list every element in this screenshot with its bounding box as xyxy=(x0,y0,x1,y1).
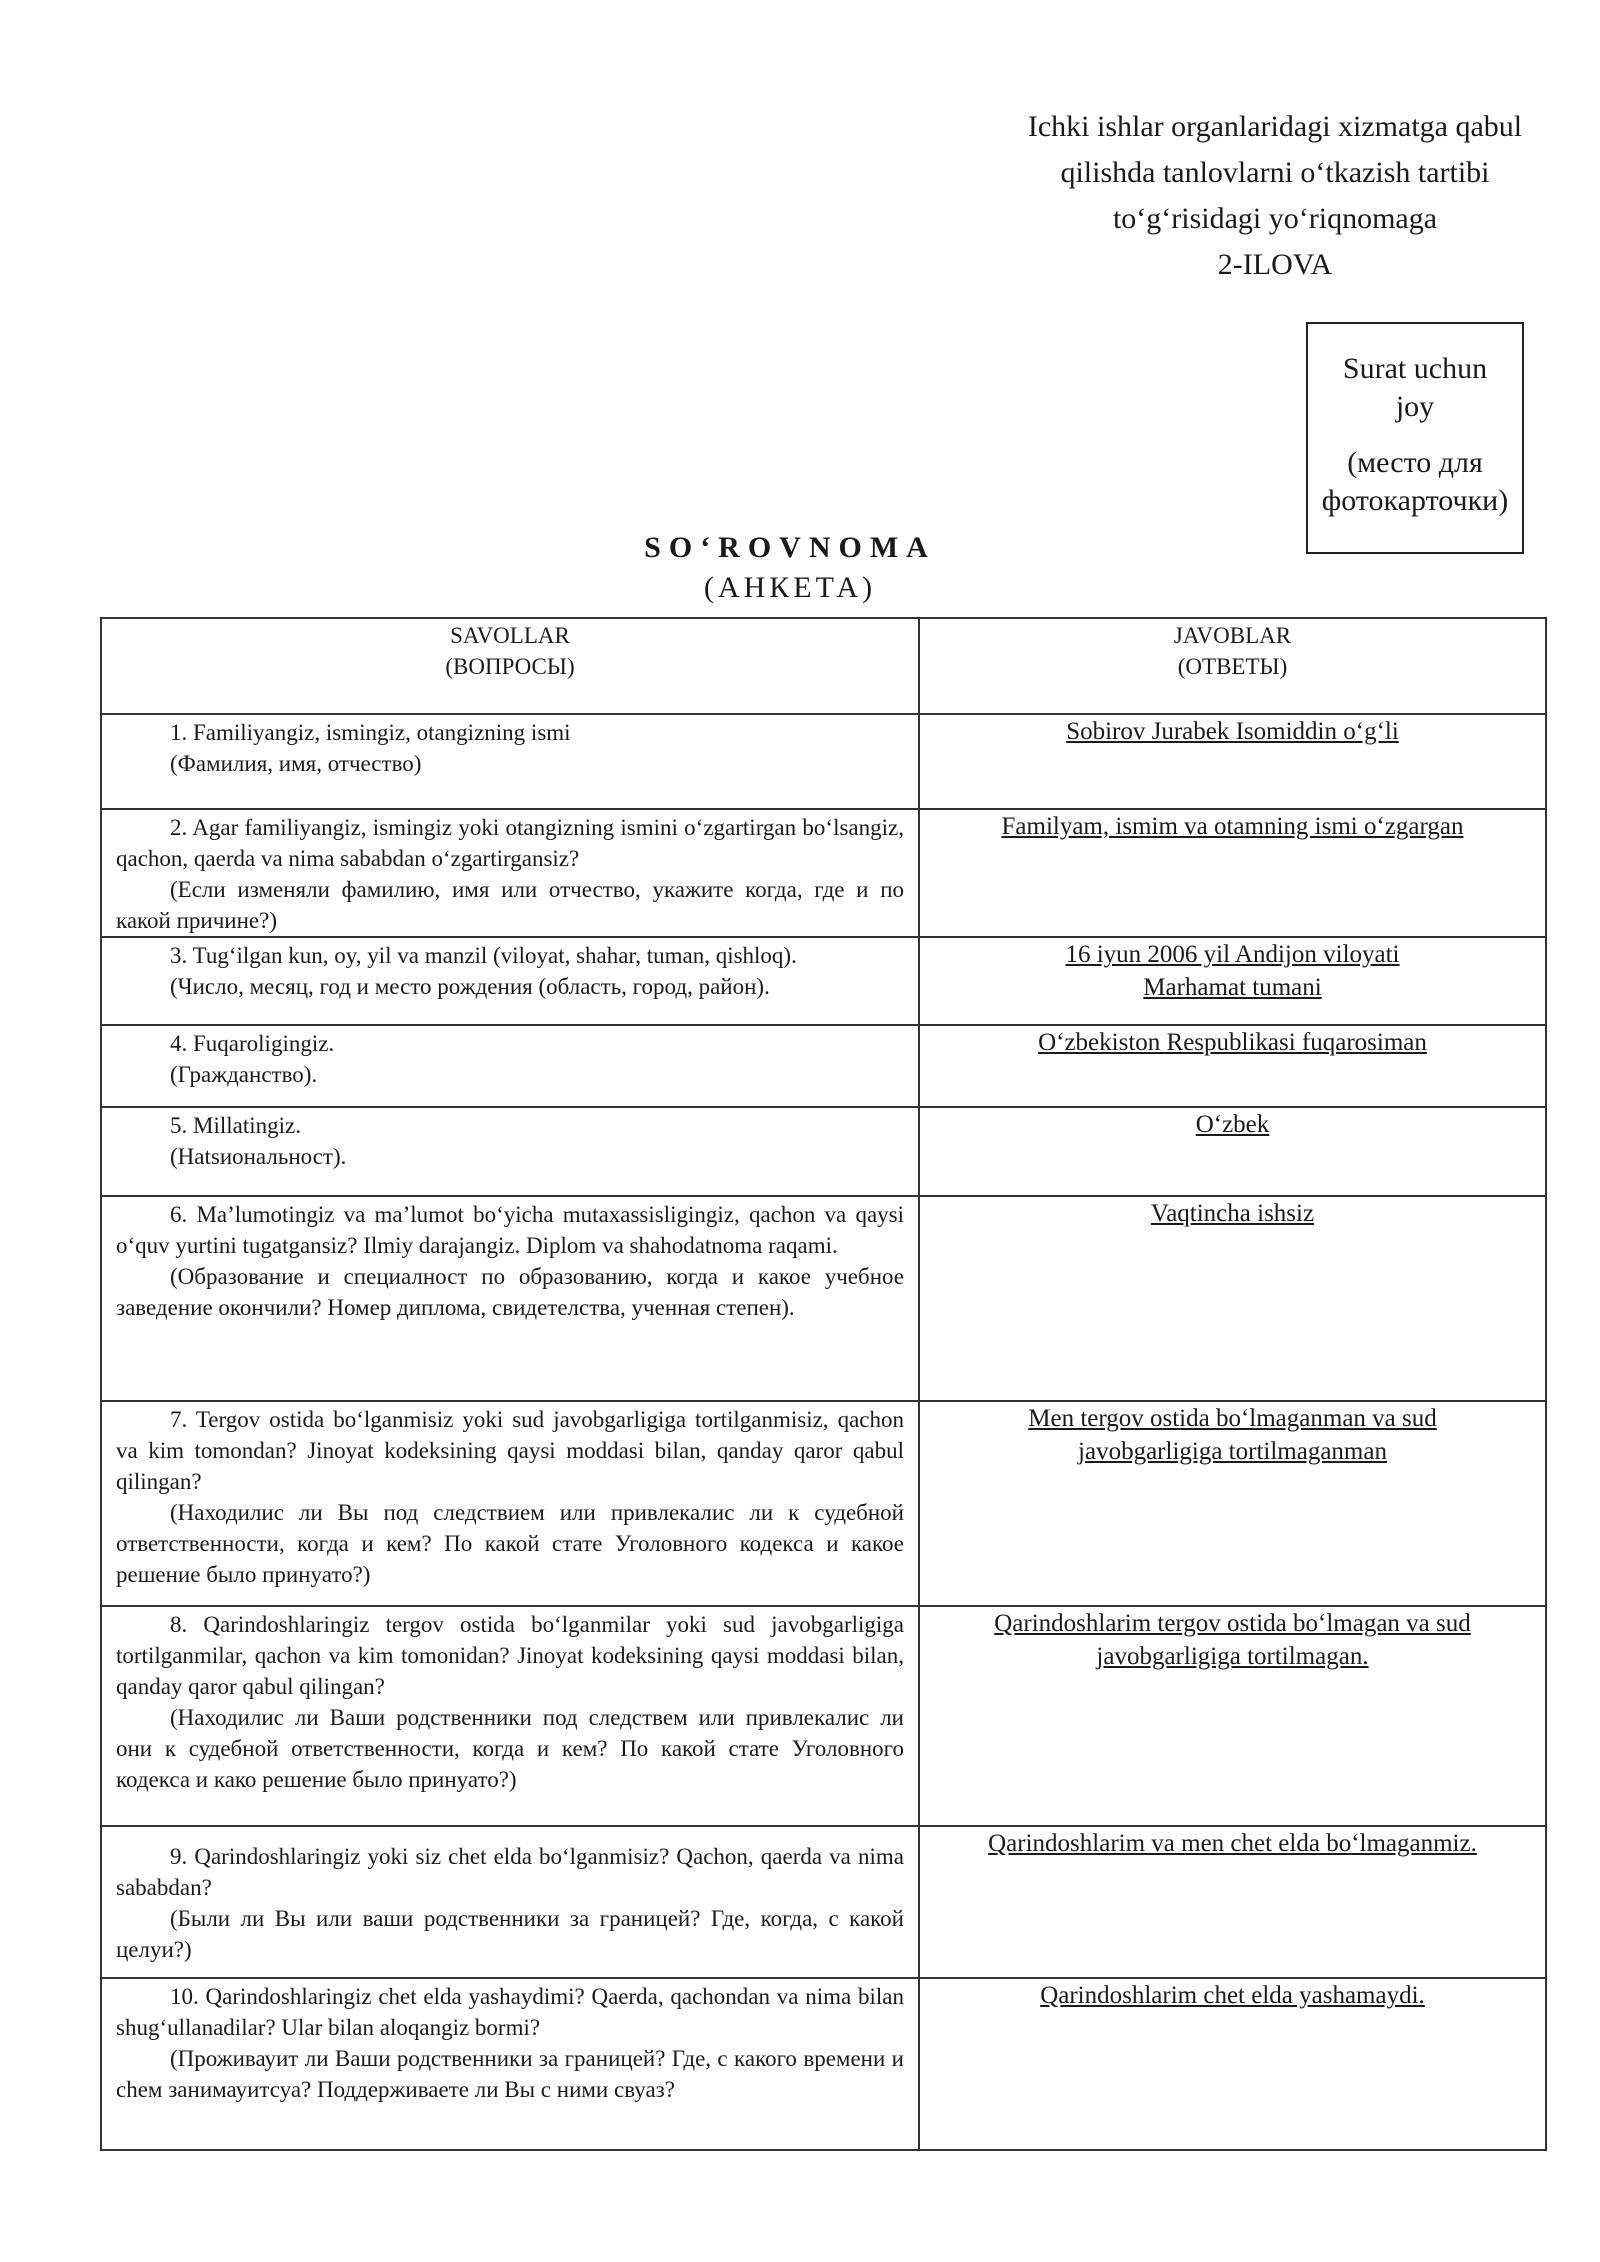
question-text: 4. Fuqaroligingiz. xyxy=(170,1031,335,1056)
question-cell xyxy=(101,1196,919,1401)
title-sub: (АНКЕТА) xyxy=(703,571,877,604)
question-text-ru: (Были ли Вы или ваши родственники за границей? Где, когда, с какой целуи?) xyxy=(116,1906,904,1962)
question-cell xyxy=(101,937,919,1025)
question-text: 2. Agar familiyangiz, ismingiz yoki otangizning ismini o‘zgartirgan bo‘lsangiz, qachon, qaerda va nima sababdan o‘zgartirgansiz? xyxy=(116,815,904,871)
question-text: 7. Tergov ostida bo‘lganmisiz yoki sud javobgarligiga tortilganmisiz, qachon va kim tomondan? Jinoyat kodeksining qaysi moddasi bilan, qanday qaror qabul qilingan? xyxy=(116,1407,904,1494)
answers-header xyxy=(919,618,1546,714)
photo-box-text: Surat uchun xyxy=(1342,352,1488,385)
question-text: 1. Familiyangiz, ismingiz, otangizning ismi xyxy=(170,720,571,745)
question-text: 3. Tug‘ilgan kun, oy, yil va manzil (viloyat, shahar, tuman, qishloq). xyxy=(170,943,797,968)
table-row xyxy=(101,1978,1546,2150)
question-cell xyxy=(101,1606,919,1826)
header-note-line: qilishda tanlovlarni o‘tkazish tartibi xyxy=(1060,156,1490,189)
answer-cell xyxy=(919,714,1546,809)
answer-text: Vaqtincha ishsiz xyxy=(1150,1200,1315,1227)
table-row xyxy=(101,1196,1546,1401)
answer-text: javobgarligiga tortilmaganman xyxy=(1078,1438,1387,1465)
answer-cell xyxy=(919,809,1546,937)
table-row xyxy=(101,714,1546,809)
table-header-row xyxy=(101,618,1546,714)
answer-text: Marhamat tumani xyxy=(1143,974,1322,1001)
answer-text: O‘zbek xyxy=(1195,1111,1270,1138)
answer-text: Qarindoshlarim chet elda yashamaydi. xyxy=(1040,1982,1425,2009)
answer-text: Qarindoshlarim va men chet elda bo‘lmaganmiz. xyxy=(988,1830,1477,1857)
answer-text: javobgarligiga tortilmagan. xyxy=(1096,1643,1369,1670)
questions-header xyxy=(101,618,919,714)
question-text-ru: (Наtsиональност). xyxy=(170,1144,347,1169)
answer-text: Qarindoshlarim tergov ostida bo‘lmagan va sud xyxy=(994,1610,1471,1637)
header-note-line: Ichki ishlar organlaridagi xizmatga qabul xyxy=(1027,110,1523,143)
answer-text: O‘zbekiston Respublikasi fuqarosiman xyxy=(1038,1029,1427,1056)
answer-cell xyxy=(919,1826,1546,1978)
answer-cell xyxy=(919,937,1546,1025)
answer-text: Familyam, ismim va otamning ismi o‘zgargan xyxy=(1001,813,1464,840)
question-text-ru: (Находилис ли Ваши родственники под следствем или привлекалис ли они к судебной ответственности, когда и кем? По какой стате Уголовного кодекса и како решение было принуато?) xyxy=(116,1705,904,1792)
table-row xyxy=(101,1401,1546,1606)
answer-text: Sobirov Jurabek Isomiddin o‘g‘li xyxy=(1066,718,1399,745)
answer-text: 16 iyun 2006 yil Andijon viloyati xyxy=(1065,941,1400,968)
answer-cell xyxy=(919,1401,1546,1606)
table-row xyxy=(101,1606,1546,1826)
question-text-ru: (Находилис ли Вы под следствием или привлекалис ли к судебной ответственности, когда и кем? По какой стате Уголовного кодекса и какое решение было принуато?) xyxy=(116,1500,904,1587)
title-main: SO‘ROVNOMA xyxy=(644,531,936,564)
appendix-number: 2-ILOVA xyxy=(1217,248,1333,281)
question-text-ru: (Гражданство). xyxy=(170,1062,318,1087)
question-text-ru: (Образование и специалност по образованию, когда и какое учебное заведение окончили? Номер диплома, свидетелства, ученная степен). xyxy=(116,1264,904,1320)
question-text-ru: (Если изменяли фамилию, имя или отчество, укажите когда, где и по какой причине?) xyxy=(116,877,904,933)
document-title xyxy=(400,528,1180,608)
photo-placeholder-box xyxy=(1306,322,1524,554)
questions-header-label: SAVOLLAR xyxy=(450,623,570,648)
question-cell xyxy=(101,1826,919,1978)
question-text: 6. Ma’lumotingiz va ma’lumot bo‘yicha mutaxassisligingiz, qachon va qaysi o‘quv yurtini tugatgansiz? Ilmiy darajangiz. Diplom va shahodatnoma raqami. xyxy=(116,1202,904,1258)
answer-cell xyxy=(919,1606,1546,1826)
table-row xyxy=(101,1025,1546,1107)
questionnaire-table xyxy=(100,617,1547,2151)
answer-cell xyxy=(919,1025,1546,1107)
answers-header-label-ru: (ОТВЕТЫ) xyxy=(1177,654,1288,679)
header-note-line: to‘g‘risidagi yo‘riqnomaga xyxy=(1112,202,1438,235)
photo-box-text: фотокарточки) xyxy=(1321,484,1509,517)
question-cell xyxy=(101,809,919,937)
question-text: 5. Millatingiz. xyxy=(170,1113,301,1138)
photo-box-text: joy xyxy=(1395,390,1435,423)
questions-header-label-ru: (ВОПРОСЫ) xyxy=(445,654,575,679)
question-cell xyxy=(101,714,919,809)
question-cell xyxy=(101,1401,919,1606)
question-text: 9. Qarindoshlaringiz yoki siz chet elda bo‘lganmisiz? Qachon, qaerda va nima sababdan? xyxy=(116,1844,904,1900)
answer-cell xyxy=(919,1196,1546,1401)
header-note xyxy=(985,104,1565,288)
answer-cell xyxy=(919,1978,1546,2150)
question-cell xyxy=(101,1025,919,1107)
photo-box-text: (место для xyxy=(1347,446,1483,479)
question-text-ru: (Проживауит ли Ваши родственники за границей? Где, с какого времени и сhем занимауитсуа? Поддерживаете ли Вы с ними свуаз? xyxy=(116,2046,904,2102)
answer-text: Men tergov ostida bo‘lmaganman va sud xyxy=(1028,1405,1437,1432)
answers-header-label: JAVOBLAR xyxy=(1173,623,1292,648)
question-text-ru: (Число, месяц, год и место рождения (область, город, район). xyxy=(170,974,770,999)
question-text: 10. Qarindoshlaringiz chet elda yashaydimi? Qaerda, qachondan va nima bilan shug‘ullanadilar? Ular bilan aloqangiz bormi? xyxy=(116,1984,904,2040)
question-cell xyxy=(101,1978,919,2150)
table-row xyxy=(101,937,1546,1025)
answer-cell xyxy=(919,1107,1546,1196)
question-text-ru: (Фамилия, имя, отчество) xyxy=(170,751,422,776)
table-row xyxy=(101,1826,1546,1978)
question-cell xyxy=(101,1107,919,1196)
table-row xyxy=(101,809,1546,937)
table-row xyxy=(101,1107,1546,1196)
question-text: 8. Qarindoshlaringiz tergov ostida bo‘lganmilar yoki sud javobgarligiga tortilganmilar, qachon va kim tomonidan? Jinoyat kodeksining qaysi moddasi bilan, qanday qaror qabul qilingan? xyxy=(116,1612,904,1699)
